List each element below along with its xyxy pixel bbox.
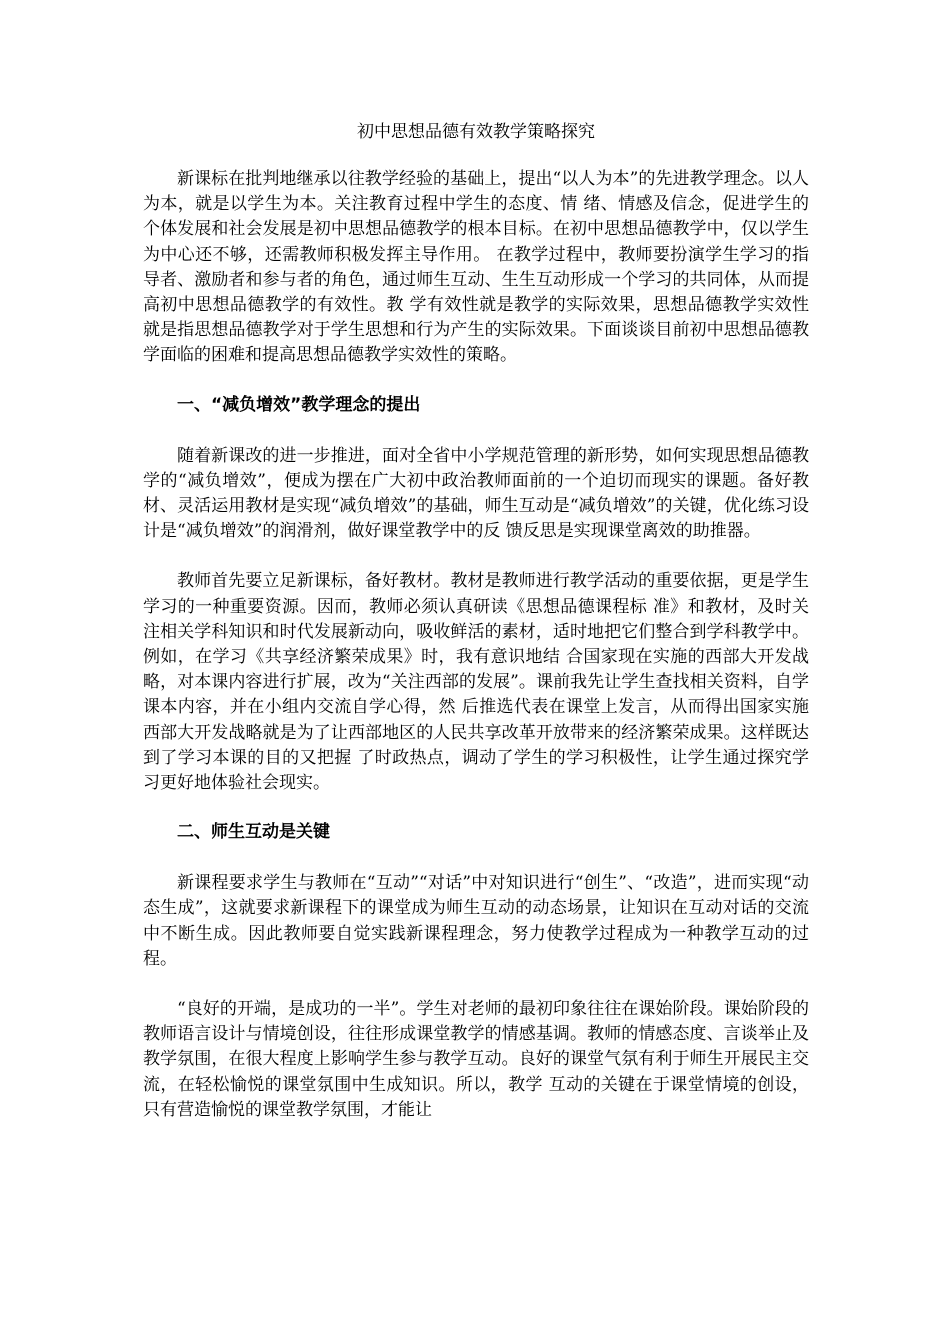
section-2-paragraph-1: 新课程要求学生与教师在“互动”“对话”中对知识进行“创生”、“改造”，进而实现“动态生成”，这就要求新课程下的课堂成为师生互动的动态场景，让知识在互动对话的交流中不断生成。因此教师要自觉实践新课程理念，努力使教学过程成为一种教学互动的过程。 [143, 873, 809, 969]
document-page [143, 119, 809, 1123]
intro-paragraph: 新课标在批判地继承以往教学经验的基础上，提出“以人为本”的先进教学理念。以人为本，就是以学生为本。关注教育过程中学生的态度、情 绪、情感及信念，促进学生的个体发展和社会发展是初中思想品德教学的根本目标。在初中思想品德教学中，仅以学生为中心还不够，还需教师积极发挥主导作用。 在教学过程中，教师要扮演学生学习的指导者、激励者和参与者的角色，通过师生互动、生生互动形成一个学习的共同体，从而提高初中思想品德教学的有效性。教 学有效性就是教学的实际效果，思想品德教学实效性就是指思想品德教学对于学生思想和行为产生的实际效果。下面谈谈目前初中思想品德教学面临的困难和提高思想品德教学实效性的策略。 [143, 169, 809, 366]
section-1-paragraph-2: 教师首先要立足新课标，备好教材。教材是教师进行教学活动的重要依据，更是学生学习的一种重要资源。因而，教师必须认真研读《思想品德课程标 准》和教材，及时关注相关学科知识和时代发展新动向，吸收鲜活的素材，适时地把它们整合到学科教学中。例如，在学习《共享经济繁荣成果》时，我有意识地结 合国家现在实施的西部大开发战略，对本课内容进行扩展，改为“关注西部的发展”。课前我先让学生查找相关资料，自学课本内容，并在小组内交流自学心得，然 后推选代表在课堂上发言，从而得出国家实施西部大开发战略就是为了让西部地区的人民共享改革开放带来的经济繁荣成果。这样既达到了学习本课的目的又把握 了时政热点，调动了学生的学习积极性，让学生通过探究学习更好地体验社会现实。 [143, 571, 809, 794]
document-title: 初中思想品德有效教学策略探究 [357, 122, 595, 142]
section-1-heading: 一、“减负增效”教学理念的提出 [177, 394, 421, 415]
section-2-paragraph-2: “良好的开端，是成功的一半”。学生对老师的最初印象往往在课始阶段。课始阶段的教师语言设计与情境创设，往往形成课堂教学的情感基调。教师的情感态度、言谈举止及教学氛围，在很大程度上影响学生参与教学互动。良好的课堂气氛有利于师生开展民主交流，在轻松愉悦的课堂氛围中生成知识。所以，教学 互动的关键在于课堂情境的创设，只有营造愉悦的课堂教学氛围，才能让 [143, 999, 809, 1120]
section-1-paragraph-1: 随着新课改的进一步推进，面对全省中小学规范管理的新形势，如何实现思想品德教学的“减负增效”，便成为摆在广大初中政治教师面前的一个迫切而现实的课题。备好教材、灵活运用教材是实现“减负增效”的基础，师生互动是“减负增效”的关键，优化练习设计是“减负增效”的润滑剂，做好课堂教学中的反 馈反思是实现课堂离效的助推器。 [143, 445, 809, 542]
section-2-heading: 二、师生互动是关键 [177, 822, 330, 843]
